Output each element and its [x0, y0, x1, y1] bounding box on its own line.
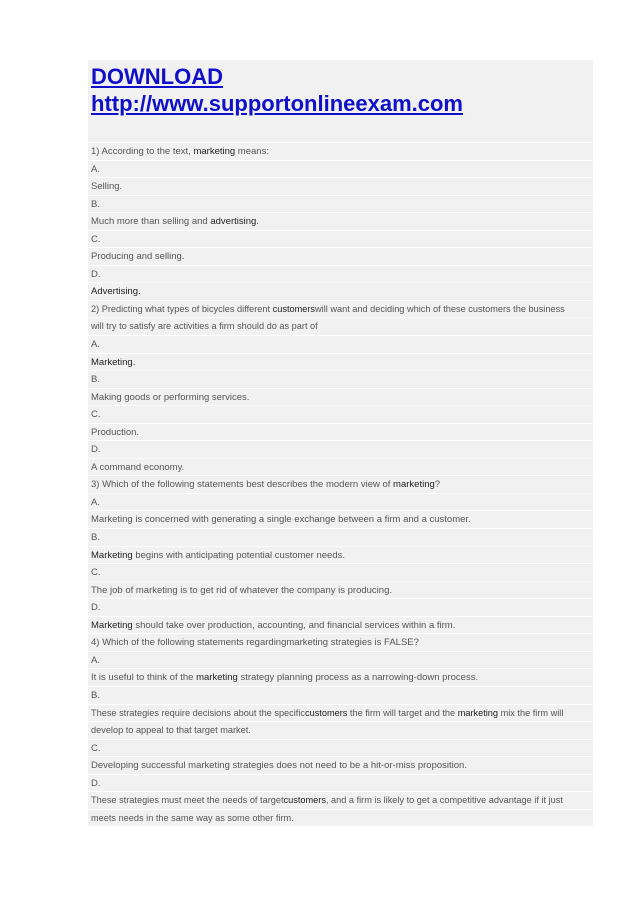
text-line [88, 406, 593, 424]
text-line [88, 371, 593, 389]
text-line [88, 476, 593, 494]
line-text: meets needs in the same way as some other firm. [91, 812, 294, 823]
text-line [88, 634, 593, 652]
keyword-link[interactable]: Marketing [91, 619, 133, 631]
line-text: A. [91, 654, 100, 666]
text-line [88, 617, 593, 635]
text-line [88, 161, 593, 179]
text-line [88, 705, 593, 723]
keyword-link[interactable]: Marketing. [91, 356, 136, 368]
text-line [88, 336, 593, 354]
line-text: C. [91, 742, 101, 754]
text-line [88, 582, 593, 600]
text-line [88, 494, 593, 512]
line-text: Developing successful marketing strategies does not need to be a hit-or-miss proposition. [91, 760, 467, 772]
keyword-link[interactable]: marketing [457, 707, 499, 718]
line-text: 2) Predicting what types of bicycles different [91, 303, 273, 314]
exam-content [88, 60, 593, 827]
text-line [88, 740, 593, 758]
text-line [88, 757, 593, 775]
line-text: Much more than selling and [91, 216, 211, 228]
line-text: D. [91, 777, 101, 789]
line-text: D. [91, 444, 101, 456]
text-line [88, 459, 593, 477]
line-text: strategy planning process as a narrowing-down process. [237, 672, 479, 684]
text-line [88, 231, 593, 249]
download-header [88, 60, 593, 143]
line-text: should take over production, accounting, and financial services within a firm. [132, 619, 456, 631]
line-text: will want and deciding which of these customers the business [315, 303, 565, 314]
line-text: , and a firm is likely to get a competitive advantage if it just [325, 795, 563, 806]
line-text: 1) According to the text, [91, 146, 194, 157]
line-text: D. [91, 602, 101, 614]
text-line [88, 599, 593, 617]
line-text: B. [91, 198, 100, 210]
line-text: B. [91, 532, 100, 544]
line-text: will try to satisfy are activities a firm should do as part of [91, 321, 318, 332]
line-text: D. [91, 268, 101, 280]
keyword-link[interactable]: marketing [193, 146, 236, 157]
keyword-link[interactable]: customers [283, 795, 326, 806]
text-line [88, 564, 593, 582]
line-text: Making goods or performing services. [91, 391, 250, 403]
line-text: A. [91, 163, 100, 175]
keyword-link[interactable]: customers [272, 303, 316, 314]
line-text: Selling. [91, 181, 123, 193]
line-text: B. [91, 374, 100, 386]
line-text: C. [91, 409, 101, 421]
line-text: Production. [91, 426, 140, 438]
line-text: begins with anticipating potential customer needs. [132, 549, 346, 561]
text-line [88, 283, 593, 301]
text-line [88, 687, 593, 705]
line-text: ? [434, 479, 441, 491]
text-line [88, 213, 593, 231]
keyword-link[interactable]: Advertising. [91, 286, 141, 298]
line-text: Producing and selling. [91, 251, 185, 263]
text-line [88, 792, 593, 810]
text-line [88, 301, 593, 319]
line-text: These strategies require decisions about the specific [91, 707, 305, 718]
text-line [88, 178, 593, 196]
text-line [88, 143, 593, 161]
keyword-link[interactable]: customers [304, 707, 348, 718]
text-line [88, 722, 593, 740]
text-line [88, 318, 593, 336]
line-text: A. [91, 496, 100, 508]
text-line [88, 652, 593, 670]
keyword-link[interactable]: marketing [196, 672, 238, 684]
text-line [88, 266, 593, 284]
line-text: mix the firm will [498, 707, 564, 718]
line-text: the firm will target and the [347, 707, 458, 718]
keyword-link[interactable]: marketing [393, 479, 435, 491]
line-text: These strategies must meet the needs of target [91, 795, 284, 806]
line-text: C. [91, 567, 101, 579]
line-text: B. [91, 689, 100, 701]
text-line [88, 775, 593, 793]
text-line [88, 669, 593, 687]
line-text: It is useful to think of the [91, 672, 197, 684]
text-line [88, 196, 593, 214]
text-line [88, 547, 593, 565]
line-text: means: [235, 146, 269, 157]
keyword-link[interactable]: Marketing [91, 549, 133, 561]
line-text: C. [91, 233, 101, 245]
text-line [88, 424, 593, 442]
line-text: 3) Which of the following statements best describes the modern view of [91, 479, 394, 491]
text-line [88, 248, 593, 266]
text-line [88, 511, 593, 529]
text-line [88, 441, 593, 459]
text-line [88, 529, 593, 547]
text-line [88, 810, 593, 828]
line-text: The job of marketing is to get rid of whatever the company is producing. [91, 584, 392, 596]
line-text: A. [91, 339, 100, 351]
line-text: 4) Which of the following statements regardingmarketing strategies is FALSE? [91, 637, 419, 649]
line-text: A command economy. [91, 461, 185, 473]
text-line [88, 354, 593, 372]
download-link[interactable]: DOWNLOAD [91, 64, 223, 89]
question-list [88, 143, 593, 827]
website-url-link[interactable]: http://www.supportonlineexam.com [91, 91, 463, 116]
line-text: . [256, 216, 259, 228]
text-line [88, 389, 593, 407]
line-text: Marketing is concerned with generating a single exchange between a firm and a customer. [91, 514, 471, 526]
keyword-link[interactable]: advertising [210, 216, 257, 228]
line-text: develop to appeal to that target market. [91, 725, 251, 736]
